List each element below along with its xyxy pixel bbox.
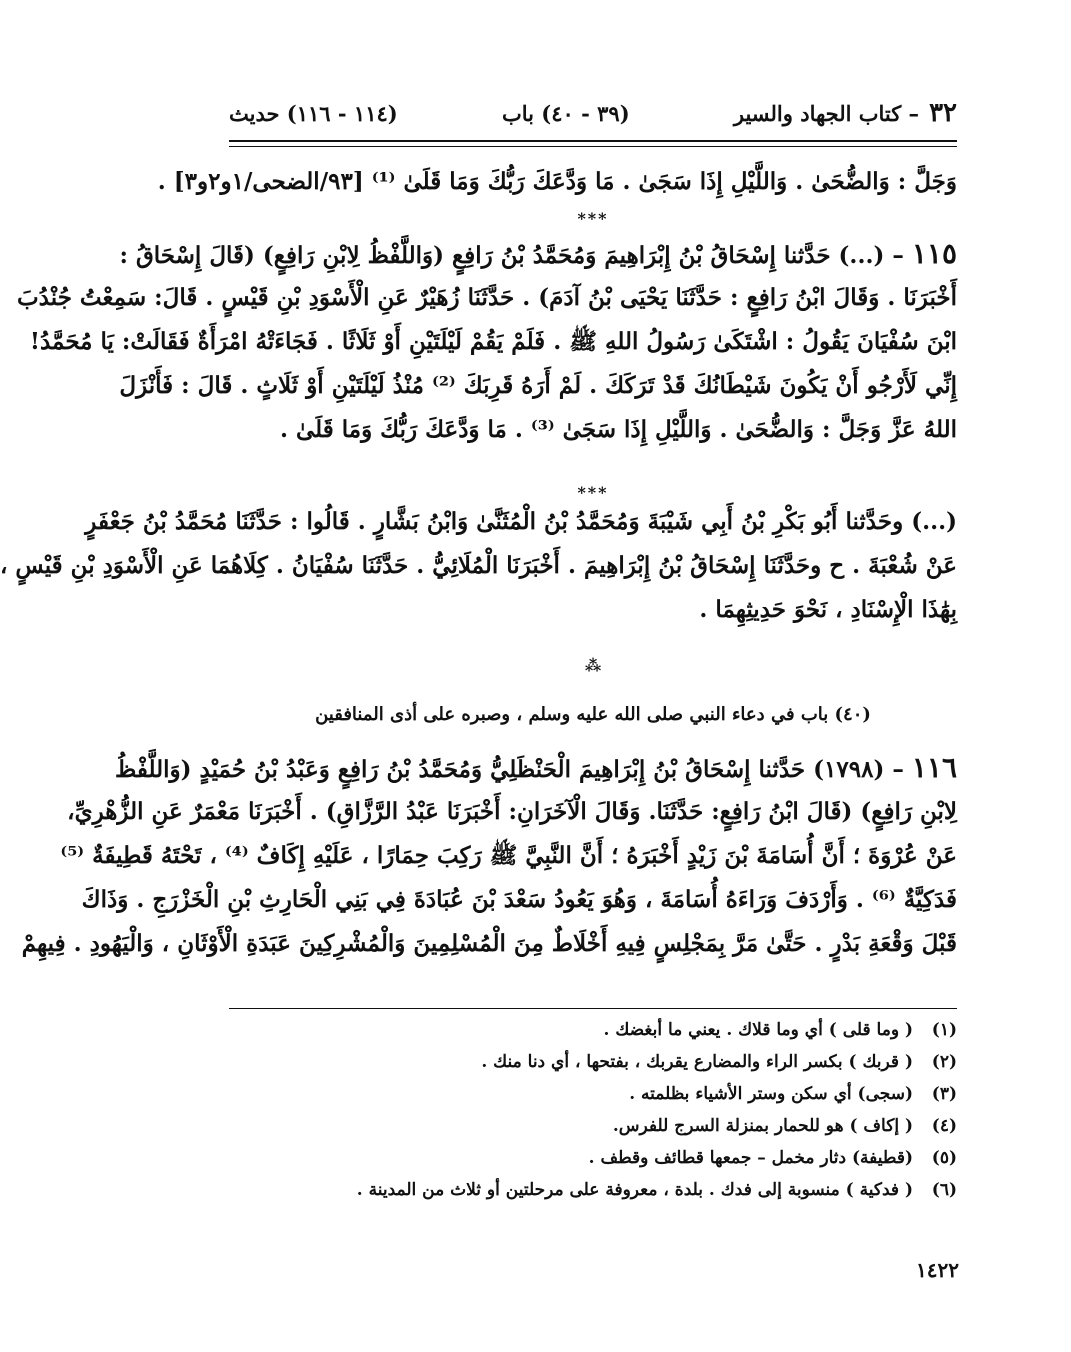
hadith-115b-line-3: بِهَٰذَا الْإِسْنَادِ ، نَحْوَ حَدِيثِهِمَا . [699,596,957,623]
hadith-116-line-5: قَبْلَ وَقْعَةِ بَدْرٍ . حَتَّىٰ مَرَّ بِمَجْلِسٍ فِيهِ أَخْلَاطٌ مِنَ الْمُسْلِمِينَ وَالْمُشْرِكِينَ عَبَدَةِ الْأَوْثَانِ ، وَالْيَهُودِ . فِيهِمْ [21,930,957,957]
intro-line: وَجَلَّ : وَالضُّحَىٰ . وَاللَّيْلِ إِذَا سَجَىٰ . مَا وَدَّعَكَ رَبُّكَ وَمَا قَلَىٰ ⁽¹⁾ [٩٣/الضحى/١و٢و٣] . [157,168,957,195]
hadith-number: ١١٥ [911,237,957,270]
hadith-116-line-4: فَدَكِيَّةٌ ⁽⁶⁾ . وَأَرْدَفَ وَرَاءَهُ أُسَامَةَ ، وَهُوَ يَعُودُ سَعْدَ بْنَ عُبَادَةَ فِي بَنِي الْحَارِثِ بْنِ الْخَزْرَجِ . وَذَاكَ [81,886,957,913]
footnote-2: (٢) ( قربك ) بكسر الراء والمضارع يقربك ، بفتحها ، أي دنا منك . [481,1052,957,1072]
header-chapters: (٣٩ - ٤٠) باب [501,100,630,126]
footnote-rule [229,1008,957,1009]
header-left [229,101,398,126]
footnote-1: (١) ( وما قلى ) أي وما قلاك . يعني ما أبغضك . [603,1020,957,1040]
hadith-115b-line-1: (...) وحَدَّثنا أَبُو بَكْرِ بْنُ أَبِي شَيْبَةَ وَمُحَمَّدُ بْنُ الْمُثَنَّىٰ وَابْنُ بَشَّارٍ . قَالُوا : حَدَّثَنَا مُحَمَّدُ بْنُ جَعْفَرٍ [85,508,957,535]
footnote-5: (٥) (قطيفة) دثار مخمل – جمعها قطائف وقطف . [588,1148,957,1168]
hadith-115-line-5: اللهُ عَزَّ وَجَلَّ : وَالضُّحَىٰ . وَاللَّيْلِ إِذَا سَجَىٰ ⁽³⁾ . مَا وَدَّعَكَ رَبُّكَ وَمَا قَلَىٰ . [279,416,957,443]
hadith-116-line-3: عَنْ عُرْوَةَ ؛ أَنَّ أُسَامَةَ بْنَ زَيْدٍ أَخْبَرَهُ ؛ أَنَّ النَّبِيَّ ﷺ رَكِبَ حِمَارًا ، عَلَيْهِ إِكَافٌ ⁽⁴⁾ ، تَحْتَهُ قَطِيفَةٌ ⁽⁵⁾ [60,842,957,869]
hadith-116 [21,746,957,966]
hadith-115b-line-2: عَنْ شُعْبَةَ . ح وحَدَّثَنَا إِسْحَاقُ بْنُ إِبْرَاهِيمَ . أَخْبَرَنَا الْمُلَائِيُّ . حَدَّثَنَا سُفْيَانُ . كِلَاهُمَا عَنِ الْأَسْوَدِ بْنِ قَيْسٍ ، [0,552,957,579]
footnotes [229,1014,957,1206]
header-center [502,101,630,126]
hadith-115 [17,232,957,452]
intro-block [157,160,957,204]
hadith-115-line-3: ابْنَ سُفْيَانَ يَقُولُ : اشْتَكَىٰ رَسُولُ اللهِ ﷺ . فَلَمْ يَقُمْ لَيْلَتَيْنِ أَوْ ثَلَاثًا . فَجَاءَتْهُ امْرَأَةٌ فَقَالَتْ: يَا مُحَمَّدُ! [29,328,957,355]
hadith-116-line-1: ١١٦ – (١٧٩٨) حَدَّثنا إِسْحَاقُ بْنُ إِبْرَاهِيمَ الْحَنْظَلِيُّ وَمُحَمَّدُ بْنُ رَافِعٍ وَعَبْدُ بْنُ حُمَيْدٍ (وَاللَّفْظُ [115,751,957,784]
stars-separator: *** [577,209,609,228]
hadith-116-line-2: لِابْنِ رَافِعٍ) (قَالَ ابْنُ رَافِعٍ: حَدَّثَنَا. وَقَالَ الْآخَرَانِ: أَخْبَرَنَا عَبْدُ الرَّزَّاقِ) . أَخْبَرَنَا مَعْمَرٌ عَنِ الزُّهْرِيِّ، [67,798,957,825]
hadith-number: ١١٦ [911,751,957,784]
stars-separator: *** [577,483,609,502]
stars-centered: ⁂ [584,656,602,675]
running-header [229,92,957,134]
footnote-4: (٤) ( إكاف ) هو للحمار بمنزلة السرج للفرس. [612,1116,957,1136]
hadith-115-line-2: أَخْبَرَنَا . وَقَالَ ابْنُ رَافِعٍ : حَدَّثَنَا يَحْيَى بْنُ آدَمَ) . حَدَّثَنَا زُهَيْرٌ عَنِ الْأَسْوَدِ بْنِ قَيْسٍ . قَالَ: سَمِعْتُ جُنْدُبَ [17,284,957,311]
header-book-title: – كتاب الجهاد والسير [733,101,920,126]
hadith-115-line-1: ١١٥ – (...) حَدَّثنا إِسْحَاقُ بْنُ إِبْرَاهِيمَ وَمُحَمَّدُ بْنُ رَافِعٍ (وَاللَّفْظُ لِابْنِ رَافِعٍ) (قَالَ إِسْحَاقُ : [119,237,957,270]
footnote-3: (٣) (سجى) أي سكن وستر الأشياء بظلمته . [629,1084,957,1104]
separator-3 [229,656,957,675]
hadith-115-chain [0,500,957,632]
page-number: ١٤٢٢ [916,1258,959,1282]
header-rule [229,140,957,147]
header-right [734,98,957,128]
hadith-115-line-4: إِنِّي لَأَرْجُو أَنْ يَكُونَ شَيْطَانُكَ قَدْ تَرَكَكَ . لَمْ أَرَهُ قَرِبَكَ ⁽²⁾ مُنْذُ لَيْلَتَيْنِ أَوْ ثَلَاثٍ . قَالَ : فَأَنْزَلَ [119,372,957,399]
header-hadiths: (١١٤ - ١١٦) حديث [229,100,398,126]
header-page-number: ٣٢ [929,98,957,128]
footnote-6: (٦) ( فدكية ) منسوبة إلى فدك . بلدة ، معروفة على مرحلتين أو ثلاث من المدينة . [356,1180,957,1200]
chapter-title: (٤٠) باب في دعاء النبي صلى الله عليه وسلم ، وصبره على أذى المنافقين [315,704,871,725]
separator-1 [229,210,957,228]
